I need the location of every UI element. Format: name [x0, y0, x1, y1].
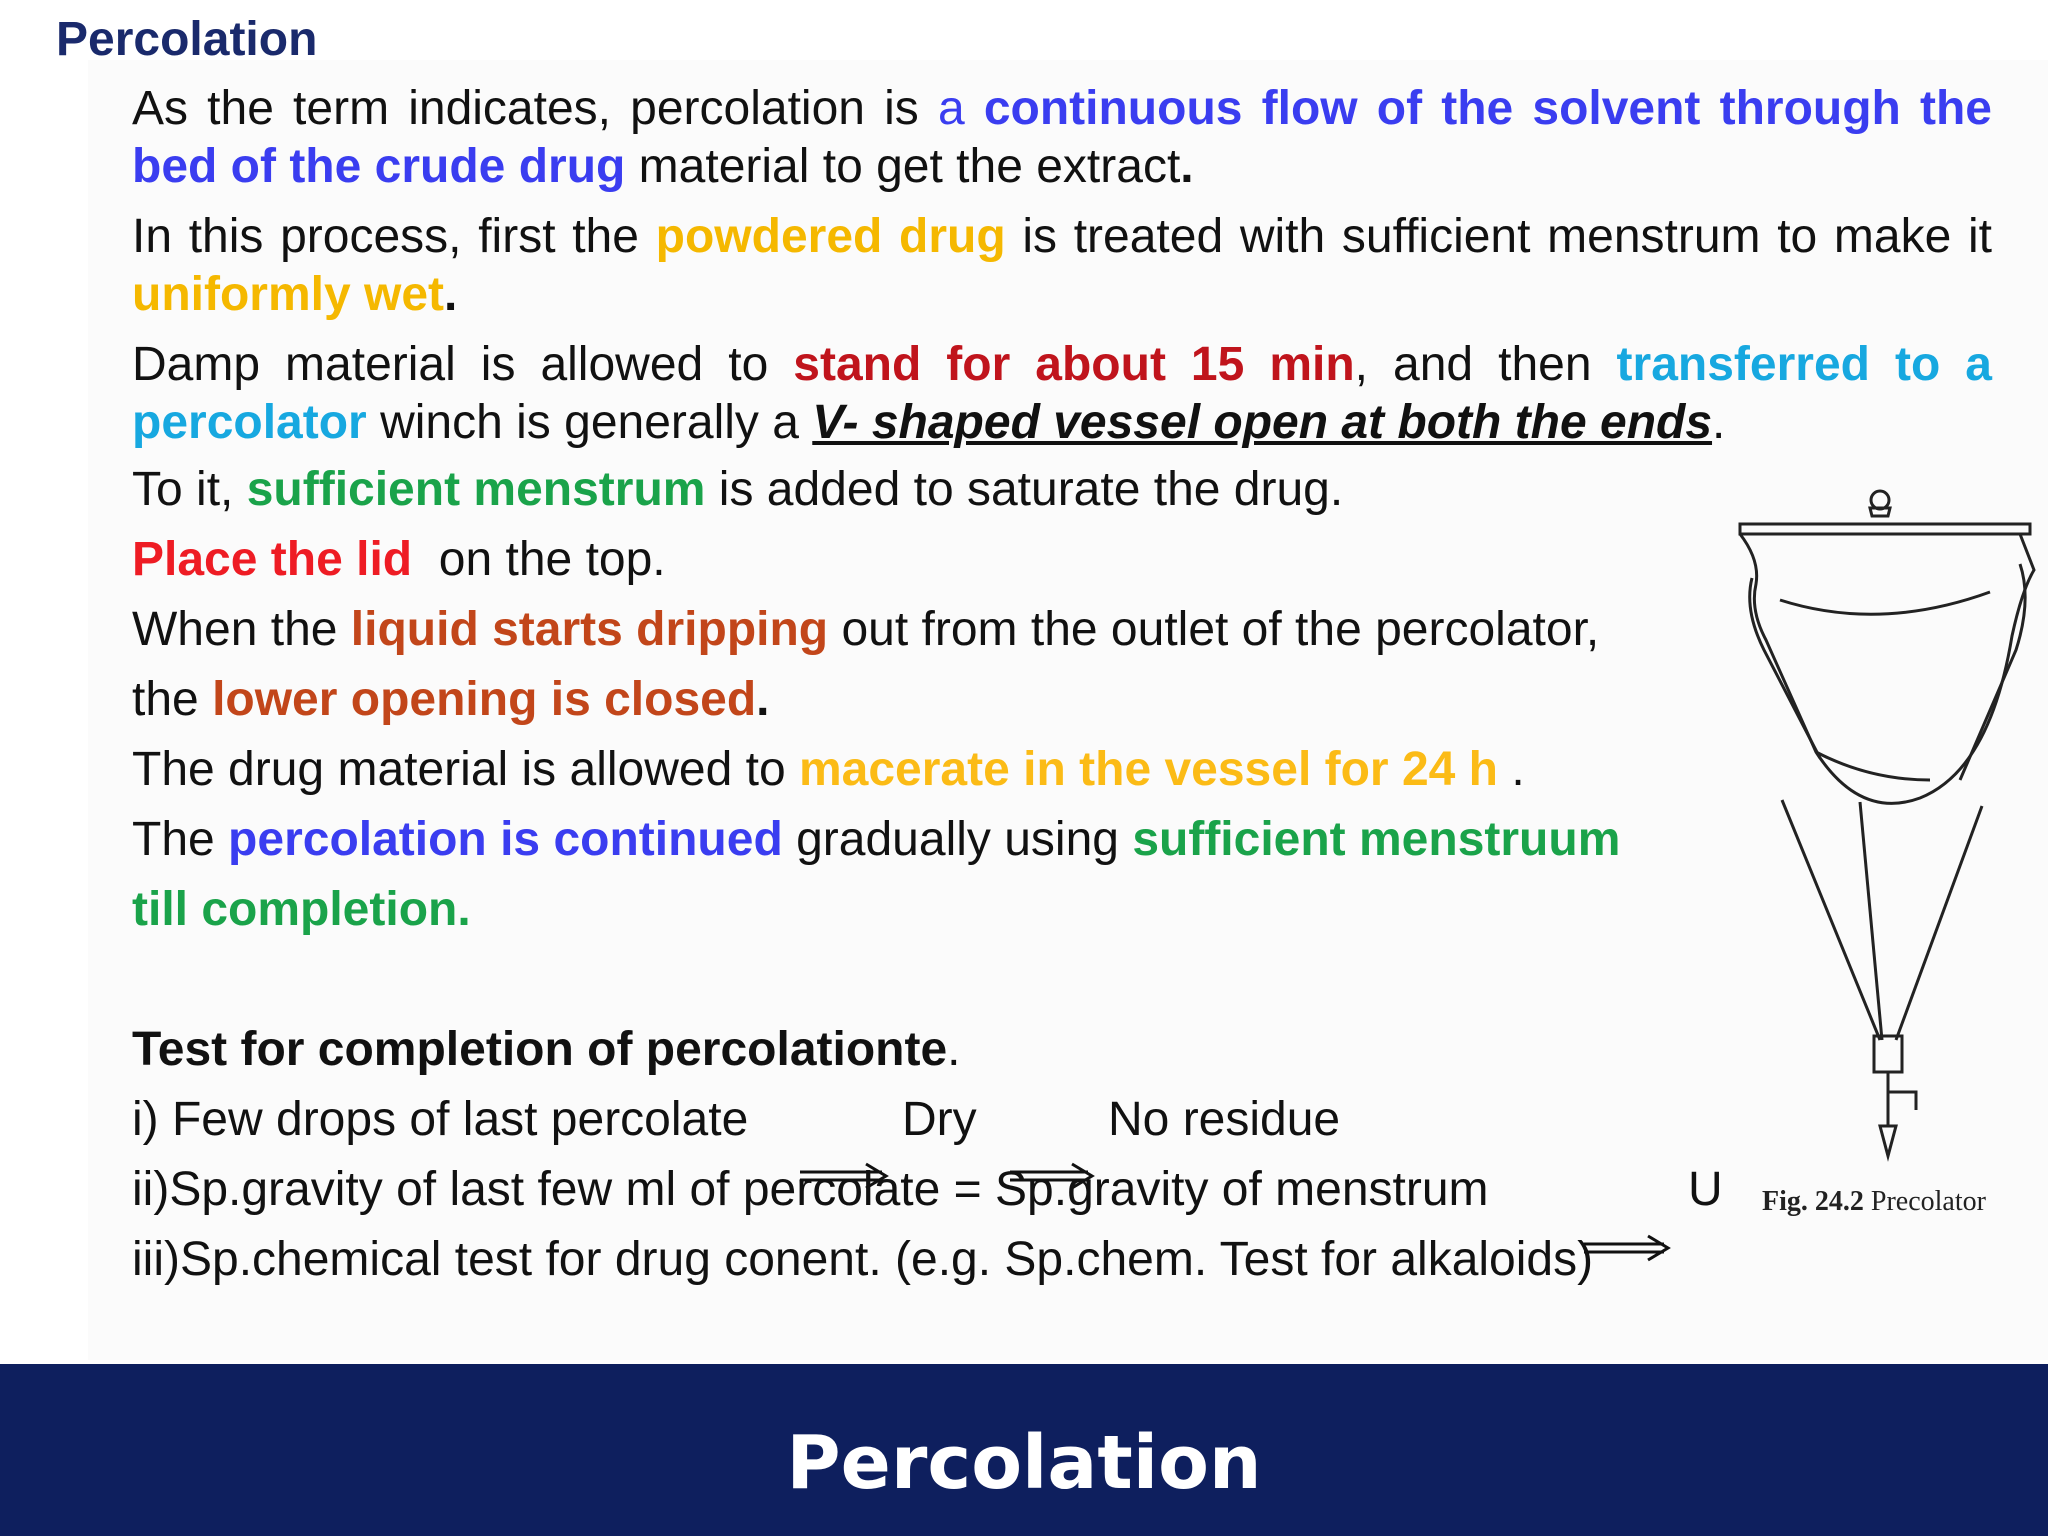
- highlight-v-shaped-vessel: V- shaped vessel open at both the ends: [812, 396, 1713, 449]
- test-item-3: [132, 1232, 1593, 1287]
- line-liquid-dripping: [132, 602, 1599, 657]
- text-span: Precolator: [1863, 1186, 1986, 1217]
- highlight-uniformly-wet: uniformly wet: [132, 268, 445, 321]
- text-span: material to get the extract: [625, 140, 1181, 193]
- test-item-u: U: [1688, 1163, 1723, 1216]
- highlight-transferred: transferred to a percolator: [132, 338, 1992, 449]
- test-heading: [132, 1022, 961, 1077]
- line-macerate: [132, 742, 1525, 797]
- test-item-no-residue: No residue: [1108, 1093, 1341, 1146]
- highlight-macerate: macerate in the vessel for 24 h: [798, 743, 1498, 796]
- text-span: Damp material is allowed to: [132, 338, 794, 391]
- text-span: Fig. 24.2: [1762, 1186, 1864, 1217]
- highlight-liquid-dripping: liquid starts dripping: [350, 603, 829, 656]
- text-span: on the top.: [412, 533, 666, 586]
- percolator-icon: [1720, 480, 2040, 1220]
- text-span: To it,: [132, 463, 247, 516]
- line-till-completion: [132, 882, 471, 937]
- highlight-sufficient-menstruum: sufficient menstruum: [1132, 813, 1621, 866]
- text-span: .: [1180, 140, 1194, 193]
- test-item-1: [132, 1092, 1341, 1147]
- line-sufficient-menstrum: [132, 462, 1343, 517]
- text-span: .: [947, 1023, 961, 1076]
- text-span: When the: [132, 603, 351, 656]
- line-place-lid: [132, 532, 666, 587]
- test-item-text: iii)Sp.chemical test for drug conent. (e.g. Sp.chem. Test for alkaloids): [132, 1233, 1594, 1286]
- test-item-2: [132, 1162, 1723, 1217]
- text-span: .: [1497, 743, 1525, 796]
- figure-caption: [1762, 1186, 1986, 1218]
- paragraph-definition: [132, 80, 1992, 196]
- highlight-powdered-drug: powdered drug: [655, 210, 1006, 263]
- line-percolation-continued: [132, 812, 1620, 867]
- highlight-stand-time: stand for about 15 min: [793, 338, 1355, 391]
- line-lower-opening: [132, 672, 770, 727]
- test-item-text: i) Few drops of last percolate: [132, 1093, 749, 1146]
- highlight-till-completion: till completion.: [132, 883, 471, 936]
- text-span: In this process, first the: [132, 210, 656, 263]
- highlight-lower-opening: lower opening is closed: [212, 673, 757, 726]
- test-item-dry: Dry: [902, 1093, 977, 1146]
- paragraph-process: [132, 208, 1992, 324]
- text-span: is added to saturate the drug.: [705, 463, 1344, 516]
- text-span: As the term indicates, percolation is: [132, 82, 938, 135]
- text-span: The: [132, 813, 229, 866]
- text-span: Test for completion of percolationte: [132, 1023, 948, 1076]
- text-span: The drug material is allowed to: [132, 743, 799, 796]
- highlight-percolation-continued: percolation is continued: [228, 813, 783, 866]
- slide-title: Percolation: [56, 13, 318, 66]
- text-span: a: [937, 82, 984, 135]
- slide-content: [132, 80, 1992, 452]
- footer-title: Percolation: [786, 1420, 1262, 1506]
- highlight-place-lid: Place the lid: [132, 533, 413, 586]
- text-span: .: [1712, 396, 1726, 449]
- paragraph-damp-material: [132, 336, 1992, 452]
- text-span: .: [756, 673, 770, 726]
- text-span: out from the outlet of the percolator,: [828, 603, 1600, 656]
- text-span: gradually using: [782, 813, 1133, 866]
- test-item-text: ii)Sp.gravity of last few ml of percolate = Sp.gravity of menstrum: [132, 1163, 1489, 1216]
- highlight-sufficient-menstrum: sufficient menstrum: [246, 463, 706, 516]
- text-span: the: [132, 673, 213, 726]
- text-span: .: [444, 268, 458, 321]
- highlight-continuous-flow: continuous flow of the solvent through the bed of the crude drug: [132, 82, 1993, 193]
- text-span: , and then: [1354, 338, 1617, 391]
- text-span: winch is generally a: [366, 396, 813, 449]
- text-span: is treated with sufficient menstrum to make it: [1005, 210, 1993, 263]
